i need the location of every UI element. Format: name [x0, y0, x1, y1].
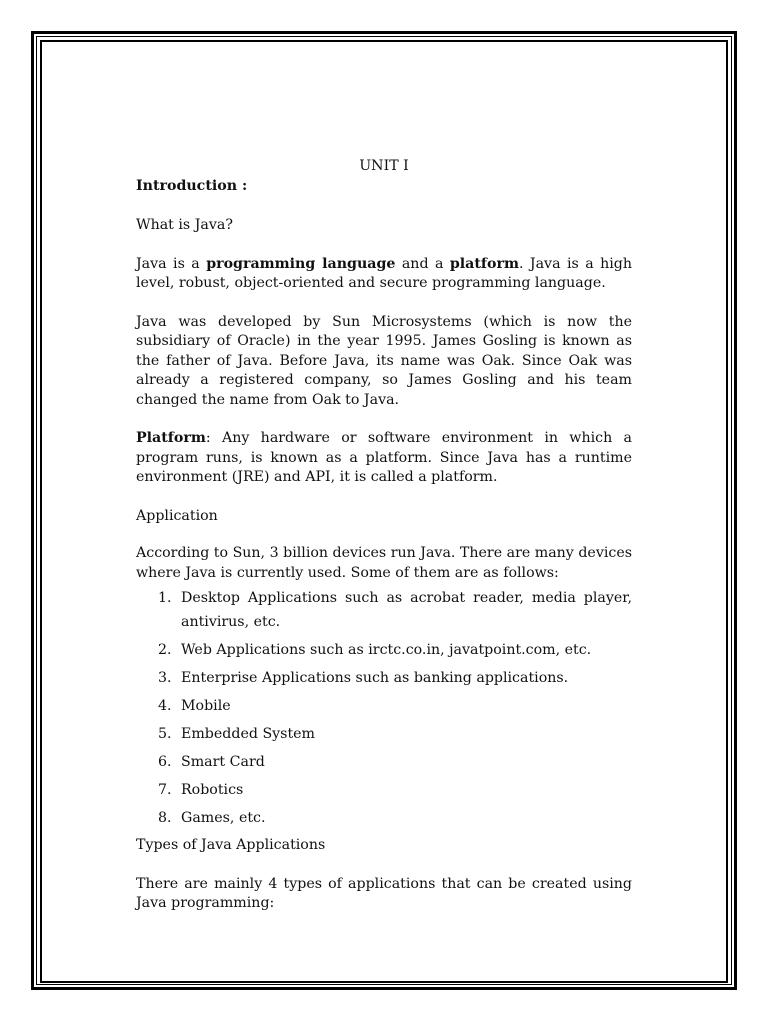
types-intro-paragraph: There are mainly 4 types of applications that can be created using Java programming:	[136, 875, 632, 911]
java-definition-paragraph: Java is a programming language and a platform. Java is a high level, robust, object-oriented and secure programming language.	[136, 255, 632, 291]
list-item: 4. Mobile	[158, 698, 231, 714]
list-item: 5. Embedded System	[158, 726, 316, 742]
intro-heading: Introduction :	[136, 177, 248, 194]
applications-list	[136, 586, 632, 830]
term-programming-language: programming language	[206, 255, 396, 272]
application-heading: Application	[136, 507, 218, 524]
list-item: 3. Enterprise Applications such as banking applications.	[158, 670, 569, 686]
list-item: 6. Smart Card	[158, 754, 265, 770]
list-item: 2. Web Applications such as irctc.co.in, javatpoint.com, etc.	[158, 642, 592, 658]
application-intro-paragraph: According to Sun, 3 billion devices run Java. There are many devices where Java is currently used. Some of them are as follows:	[136, 545, 632, 581]
java-history-paragraph: Java was developed by Sun Microsystems (which is now the subsidiary of Oracle) in the year 1995. James Gosling is known as the father of Java. Before Java, its name was Oak. Since Oak was already a registered company, so James Gosling and his team changed the name from Oak to Java.	[136, 313, 632, 408]
unit-title: UNIT I	[359, 158, 409, 174]
list-item: 7. Robotics	[158, 782, 244, 798]
types-heading: Types of Java Applications	[136, 837, 326, 853]
platform-paragraph: Platform: Any hardware or software environment in which a program runs, is known as a platform. Since Java has a runtime environment (JRE) and API, it is called a platform.	[136, 430, 632, 485]
list-item: 1. Desktop Applications such as acrobat reader, media player, antivirus, etc.	[158, 590, 632, 630]
term-platform: platform	[449, 255, 519, 272]
term-platform-label: Platform	[136, 430, 206, 446]
document-body	[136, 157, 632, 914]
what-is-java-heading: What is Java?	[136, 217, 233, 233]
list-item: 8. Games, etc.	[158, 810, 266, 826]
